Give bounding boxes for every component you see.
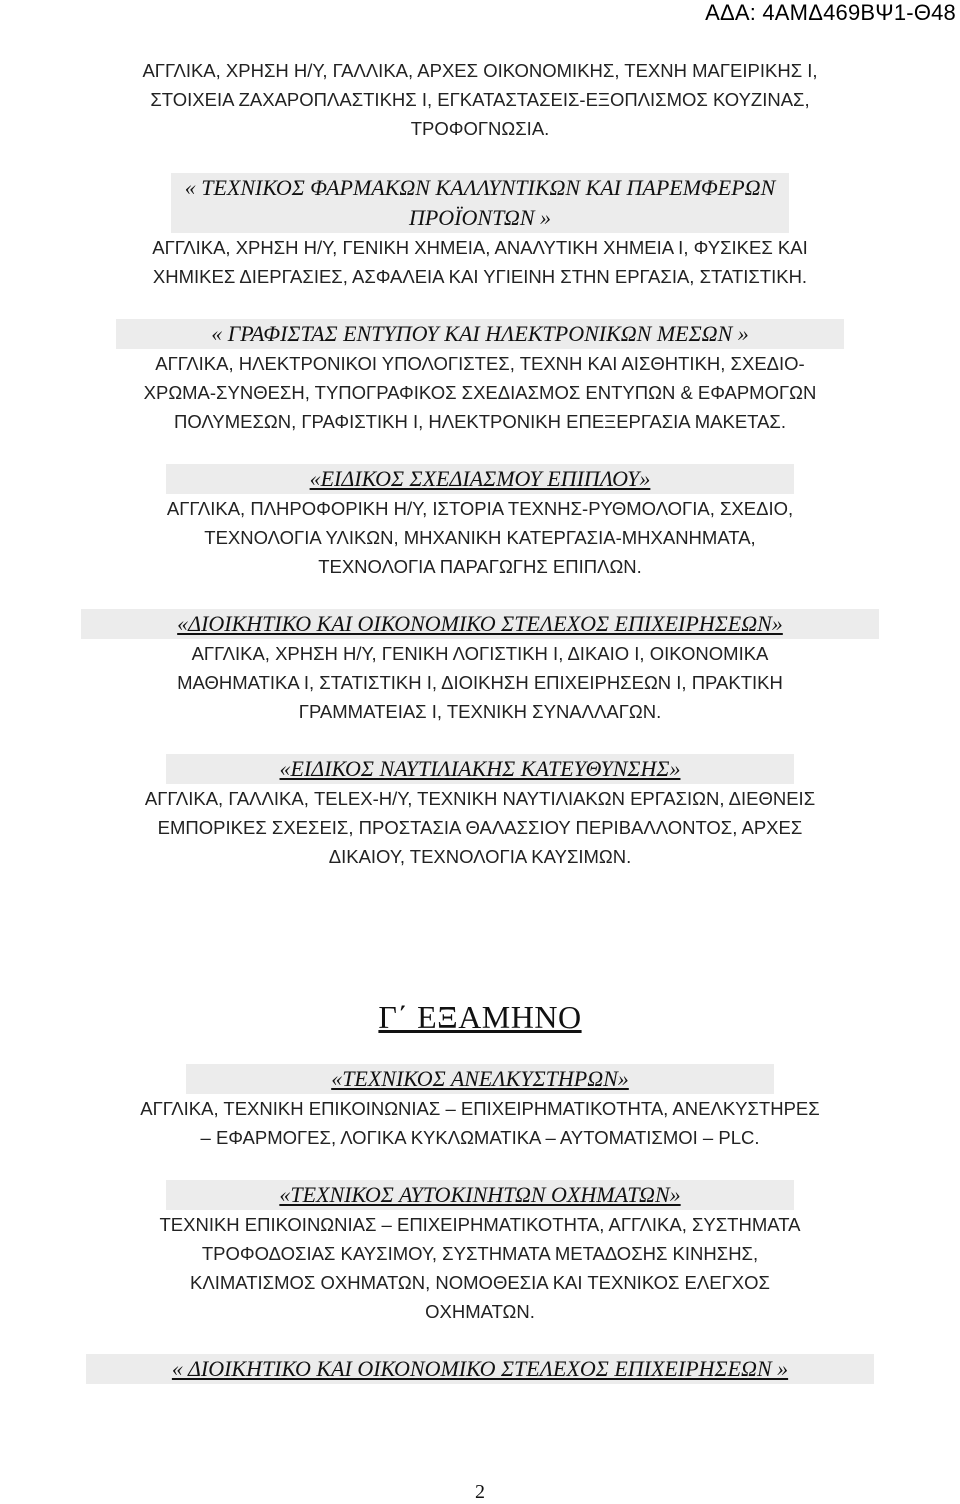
- heading-line: «ΕΙΔΙΚΟΣ ΣΧΕΔΙΑΣΜΟΥ ΕΠΙΠΛΟΥ»: [309, 466, 651, 491]
- text-line: ΧΗΜΙΚΕΣ ΔΙΕΡΓΑΣΙΕΣ, ΑΣΦΑΛΕΙΑ ΚΑΙ ΥΓΙΕΙΝΗ ΣΤΗΝ ΕΡΓΑΣΙΑ, ΣΤΑΤΙΣΤΙΚΗ.: [152, 266, 808, 287]
- specialty-heading: [116, 319, 844, 349]
- text-line: ΓΡΑΜΜΑΤΕΙΑΣ Ι, ΤΕΧΝΙΚΗ ΣΥΝΑΛΛΑΓΩΝ.: [298, 701, 662, 722]
- specialty-heading: [86, 1354, 874, 1384]
- specialty-section: [0, 754, 960, 871]
- text-line: ΠΟΛΥΜΕΣΩΝ, ΓΡΑΦΙΣΤΙΚΗ Ι, ΗΛΕΚΤΡΟΝΙΚΗ ΕΠΕΞΕΡΓΑΣΙΑ ΜΑΚΕΤΑΣ.: [173, 411, 787, 432]
- text-line: ΔΙΚΑΙΟΥ, ΤΕΧΝΟΛΟΓΙΑ ΚΑΥΣΙΜΩΝ.: [328, 846, 632, 867]
- specialty-section: [0, 609, 960, 726]
- semester-title-wrap: [0, 999, 960, 1036]
- heading-line: «ΤΕΧΝΙΚΟΣ ΑΝΕΛΚΥΣΤΗΡΩΝ»: [331, 1066, 629, 1091]
- ada-code: ΑΔΑ: 4ΑΜΔ469ΒΨ1-Θ48: [705, 0, 956, 25]
- specialty-heading: [186, 1064, 774, 1094]
- text-line: ΚΛΙΜΑΤΙΣΜΟΣ ΟΧΗΜΑΤΩΝ, ΝΟΜΟΘΕΣΙΑ ΚΑΙ ΤΕΧΝΙΚΟΣ ΕΛΕΓΧΟΣ: [190, 1272, 770, 1293]
- text-line: ΕΜΠΟΡΙΚΕΣ ΣΧΕΣΕΙΣ, ΠΡΟΣΤΑΣΙΑ ΘΑΛΑΣΣΙΟΥ ΠΕΡΙΒΑΛΛΟΝΤΟΣ, ΑΡΧΕΣ: [157, 817, 803, 838]
- heading-line: «ΔΙΟΙΚΗΤΙΚΟ ΚΑΙ ΟΙΚΟΝΟΜΙΚΟ ΣΤΕΛΕΧΟΣ ΕΠΙΧΕΙΡΗΣΕΩΝ»: [177, 611, 783, 636]
- text-line: ΣΤΟΙΧΕΙΑ ΖΑΧΑΡΟΠΛΑΣΤΙΚΗΣ Ι, ΕΓΚΑΤΑΣΤΑΣΕΙΣ-ΕΞΟΠΛΙΣΜΟΣ ΚΟΥΖΙΝΑΣ,: [150, 89, 810, 110]
- intro-text: [20, 56, 940, 143]
- text-line: ΑΓΓΛΙΚΑ, ΧΡΗΣΗ Η/Υ, ΓΕΝΙΚΗ ΧΗΜΕΙΑ, ΑΝΑΛΥΤΙΚΗ ΧΗΜΕΙΑ Ι, ΦΥΣΙΚΕΣ ΚΑΙ: [152, 237, 808, 258]
- semester-title: Γ΄ ΕΞΑΜΗΝΟ: [378, 999, 582, 1035]
- course-list: [20, 233, 940, 291]
- text-line: ΤΡΟΦΟΓΝΩΣΙΑ.: [410, 118, 550, 139]
- course-list: [20, 494, 940, 581]
- text-line: ΑΓΓΛΙΚΑ, ΧΡΗΣΗ Η/Υ, ΓΑΛΛΙΚΑ, ΑΡΧΕΣ ΟΙΚΟΝΟΜΙΚΗΣ, ΤΕΧΝΗ ΜΑΓΕΙΡΙΚΗΣ Ι,: [142, 60, 818, 81]
- course-list: [20, 1210, 940, 1326]
- course-list: [20, 1094, 940, 1152]
- heading-line: «ΕΙΔΙΚΟΣ ΝΑΥΤΙΛΙΑΚΗΣ ΚΑΤΕΥΘΥΝΣΗΣ»: [279, 756, 681, 781]
- text-line: ΑΓΓΛΙΚΑ, ΤΕΧΝΙΚΗ ΕΠΙΚΟΙΝΩΝΙΑΣ – ΕΠΙΧΕΙΡΗΜΑΤΙΚΟΤΗΤΑ, ΑΝΕΛΚΥΣΤΗΡΕΣ: [140, 1098, 820, 1119]
- text-line: – ΕΦΑΡΜΟΓΕΣ, ΛΟΓΙΚΑ ΚΥΚΛΩΜΑΤΙΚΑ – ΑΥΤΟΜΑΤΙΣΜΟΙ – PLC.: [200, 1127, 760, 1148]
- text-line: ΤΕΧΝΙΚΗ ΕΠΙΚΟΙΝΩΝΙΑΣ – ΕΠΙΧΕΙΡΗΜΑΤΙΚΟΤΗΤΑ, ΑΓΓΛΙΚΑ, ΣΥΣΤΗΜΑΤΑ: [159, 1214, 801, 1235]
- course-list: [20, 349, 940, 436]
- text-line: ΑΓΓΛΙΚΑ, ΗΛΕΚΤΡΟΝΙΚΟΙ ΥΠΟΛΟΓΙΣΤΕΣ, ΤΕΧΝΗ ΚΑΙ ΑΙΣΘΗΤΙΚΗ, ΣΧΕΔΙΟ-: [155, 353, 805, 374]
- course-list: [20, 784, 940, 871]
- heading-line: «ΤΕΧΝΙΚΟΣ ΑΥΤΟΚΙΝΗΤΩΝ ΟΧΗΜΑΤΩΝ»: [279, 1182, 681, 1207]
- page-number: 2: [475, 1481, 485, 1503]
- specialty-heading: [171, 173, 790, 233]
- text-line: ΤΡΟΦΟΔΟΣΙΑΣ ΚΑΥΣΙΜΟΥ, ΣΥΣΤΗΜΑΤΑ ΜΕΤΑΔΟΣΗΣ ΚΙΝΗΣΗΣ,: [201, 1243, 759, 1264]
- specialty-section: [0, 319, 960, 436]
- specialty-section: [0, 1180, 960, 1326]
- specialty-section: [0, 1354, 960, 1384]
- document-page: [0, 56, 960, 1384]
- specialty-heading: [81, 609, 879, 639]
- text-line: ΤΕΧΝΟΛΟΓΙΑ ΠΑΡΑΓΩΓΗΣ ΕΠΙΠΛΩΝ.: [318, 556, 642, 577]
- text-line: ΑΓΓΛΙΚΑ, ΠΛΗΡΟΦΟΡΙΚΗ Η/Υ, ΙΣΤΟΡΙΑ ΤΕΧΝΗΣ-ΡΥΘΜΟΛΟΓΙΑ, ΣΧΕΔΙΟ,: [166, 498, 794, 519]
- intro-block: [0, 56, 960, 143]
- heading-line: « ΓΡΑΦΙΣΤΑΣ ΕΝΤΥΠΟΥ ΚΑΙ ΗΛΕΚΤΡΟΝΙΚΩΝ ΜΕΣΩΝ »: [211, 321, 749, 346]
- specialty-section: [0, 1064, 960, 1152]
- heading-line: ΠΡΟΪΟΝΤΩΝ »: [408, 205, 552, 230]
- text-line: ΜΑΘΗΜΑΤΙΚΑ Ι, ΣΤΑΤΙΣΤΙΚΗ Ι, ΔΙΟΙΚΗΣΗ ΕΠΙΧΕΙΡΗΣΕΩΝ Ι, ΠΡΑΚΤΙΚΗ: [177, 672, 783, 693]
- text-line: ΤΕΧΝΟΛΟΓΙΑ ΥΛΙΚΩΝ, ΜΗΧΑΝΙΚΗ ΚΑΤΕΡΓΑΣΙΑ-ΜΗΧΑΝΗΜΑΤΑ,: [204, 527, 756, 548]
- heading-line: « ΔΙΟΙΚΗΤΙΚΟ ΚΑΙ ΟΙΚΟΝΟΜΙΚΟ ΣΤΕΛΕΧΟΣ ΕΠΙΧΕΙΡΗΣΕΩΝ »: [171, 1356, 789, 1381]
- text-line: ΧΡΩΜΑ-ΣΥΝΘΕΣΗ, ΤΥΠΟΓΡΑΦΙΚΟΣ ΣΧΕΔΙΑΣΜΟΣ ΕΝΤΥΠΩΝ & ΕΦΑΡΜΟΓΩΝ: [143, 382, 817, 403]
- specialty-section: [0, 464, 960, 581]
- specialty-heading: [166, 464, 794, 494]
- text-line: ΟΧΗΜΑΤΩΝ.: [425, 1301, 535, 1322]
- text-line: ΑΓΓΛΙΚΑ, ΧΡΗΣΗ Η/Υ, ΓΕΝΙΚΗ ΛΟΓΙΣΤΙΚΗ Ι, ΔΙΚΑΙΟ Ι, ΟΙΚΟΝΟΜΙΚΑ: [191, 643, 769, 664]
- heading-line: « ΤΕΧΝΙΚΟΣ ΦΑΡΜΑΚΩΝ ΚΑΛΛΥΝΤΙΚΩΝ ΚΑΙ ΠΑΡΕΜΦΕΡΩΝ: [184, 175, 776, 200]
- specialty-heading: [166, 754, 794, 784]
- course-list: [20, 639, 940, 726]
- specialty-heading: [166, 1180, 794, 1210]
- text-line: ΑΓΓΛΙΚΑ, ΓΑΛΛΙΚΑ, TELEX-Η/Υ, ΤΕΧΝΙΚΗ ΝΑΥΤΙΛΙΑΚΩΝ ΕΡΓΑΣΙΩΝ, ΔΙΕΘΝΕΙΣ: [144, 788, 816, 809]
- specialty-section: [0, 173, 960, 291]
